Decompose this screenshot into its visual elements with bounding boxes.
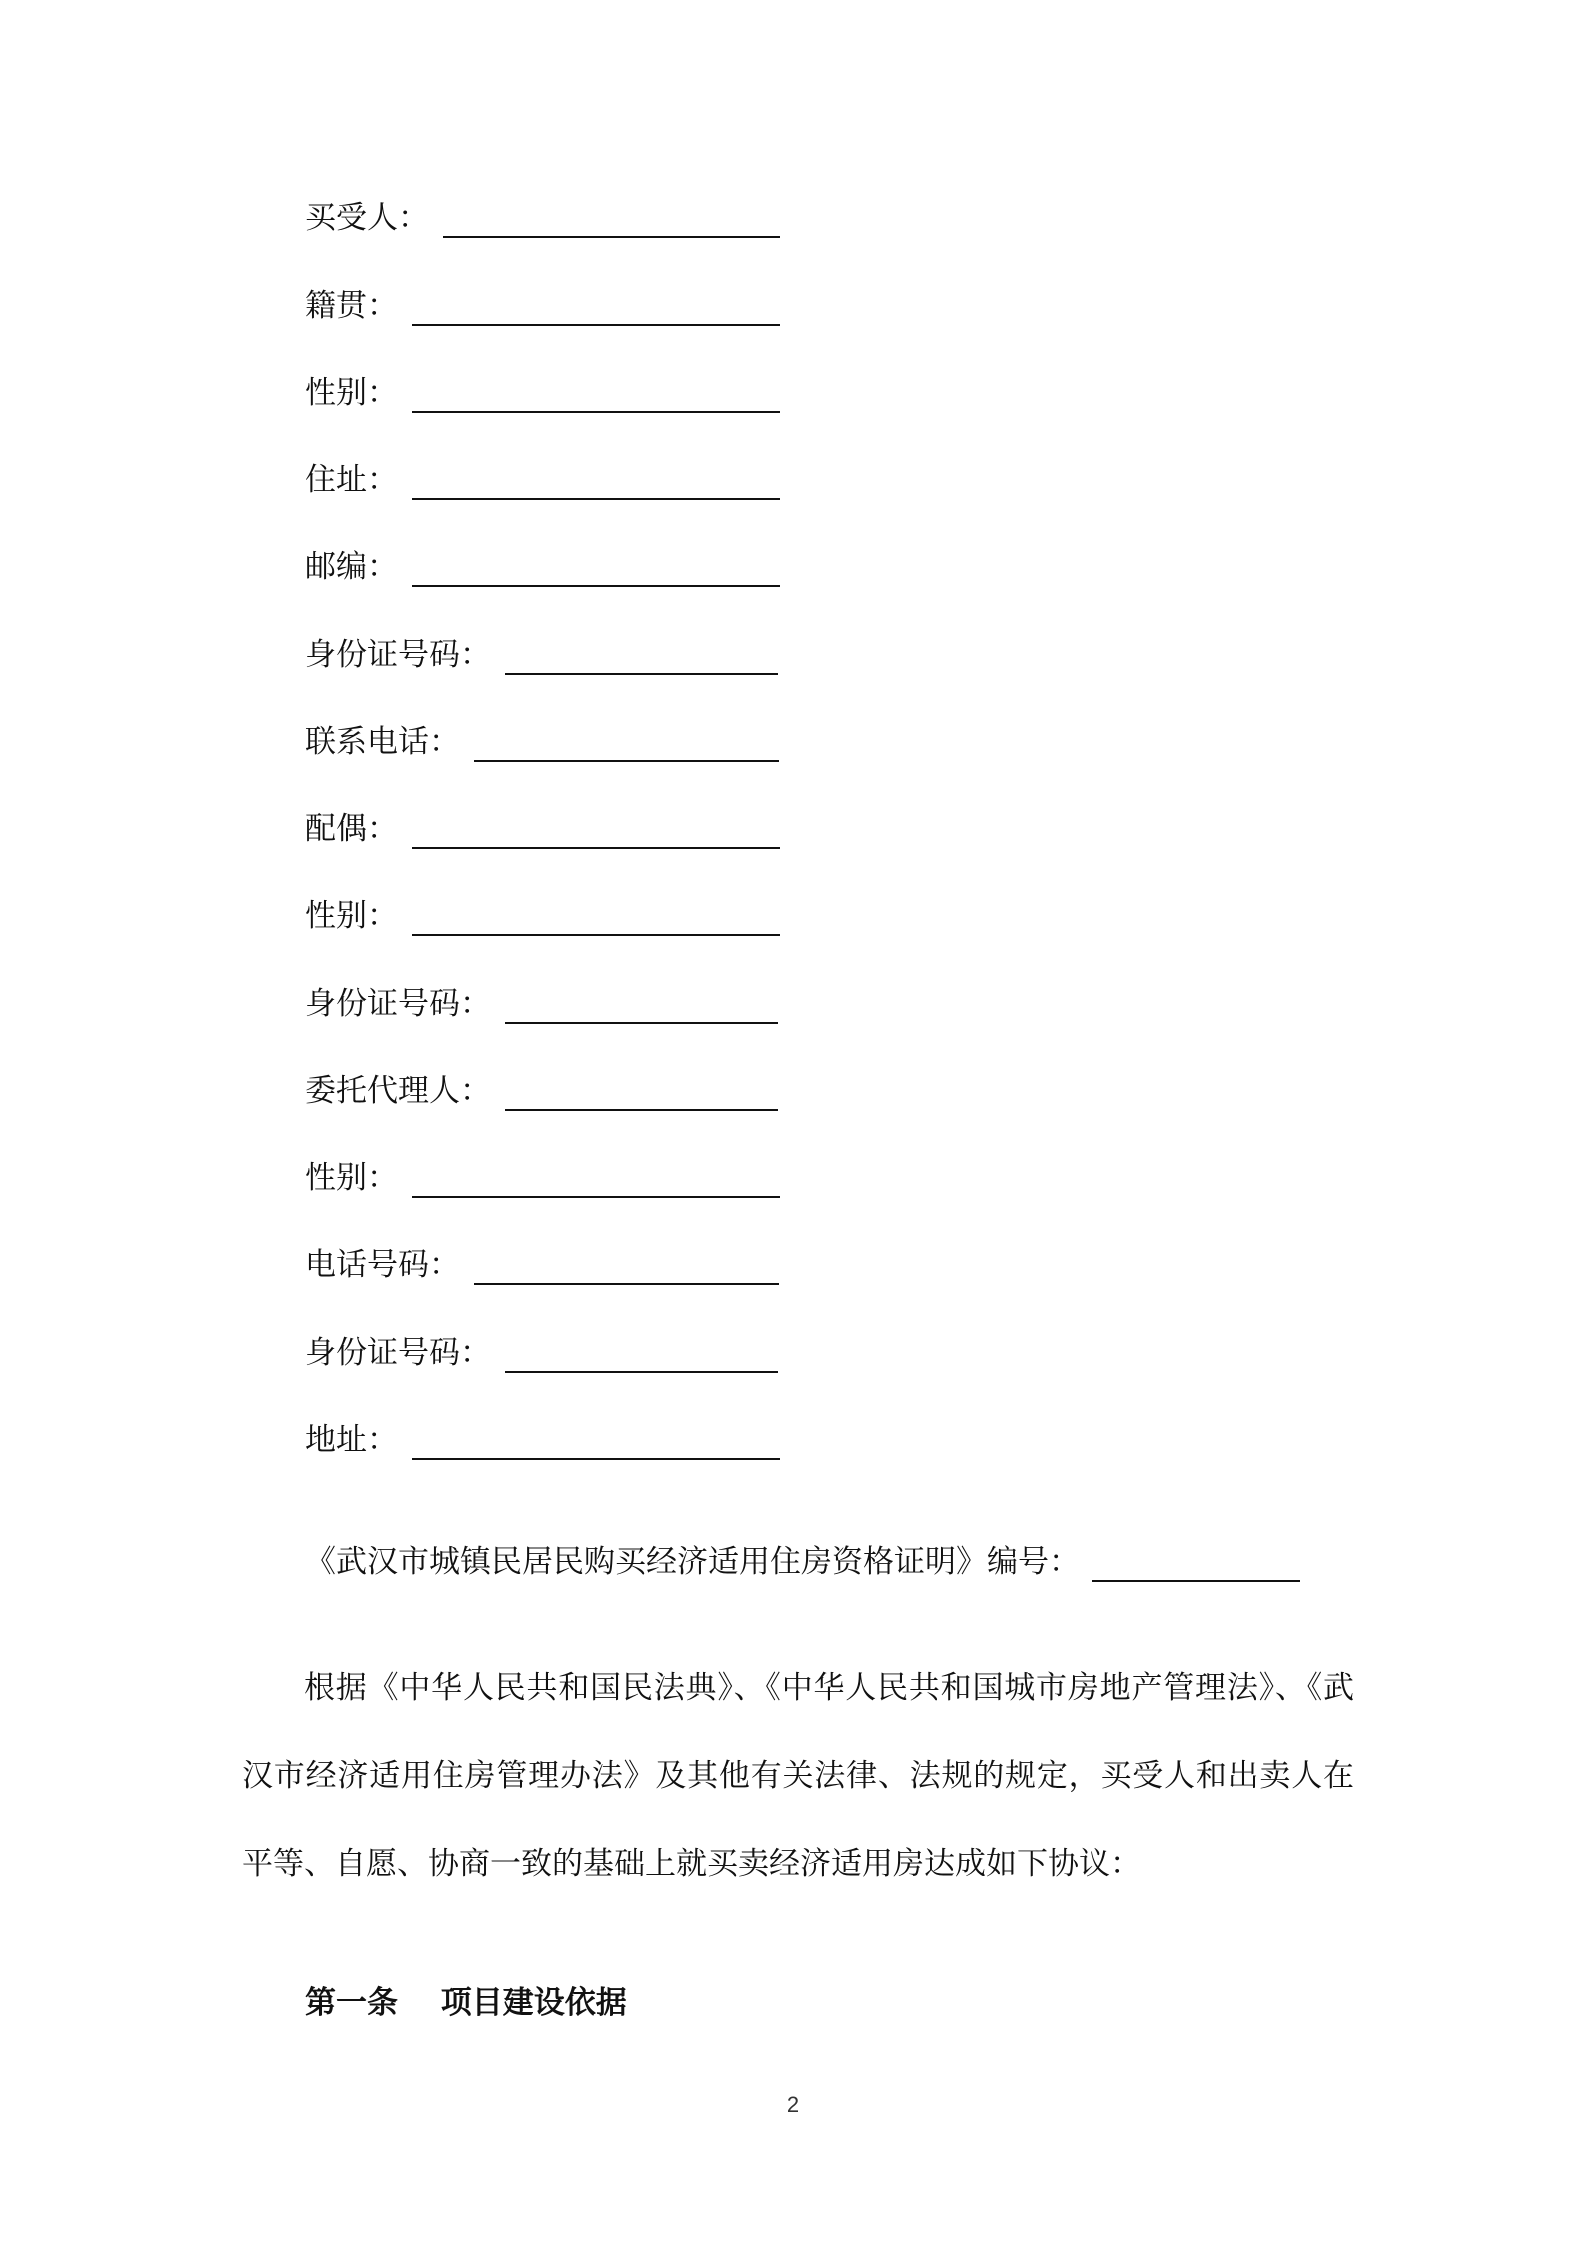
buyer-gender-field <box>305 369 780 413</box>
page-number: 2 <box>786 2092 800 2117</box>
contact-phone-label: 联系电话： <box>305 724 460 760</box>
buyer-gender-blank[interactable] <box>412 375 780 413</box>
certificate-number-field <box>305 1542 1300 1582</box>
buyer-id-field <box>305 631 778 675</box>
native-place-blank[interactable] <box>412 288 780 326</box>
article-heading <box>305 1977 627 2022</box>
certificate-number-label: 《武汉市城镇民居民购买经济适用住房资格证明》编号： <box>305 1544 1080 1580</box>
spouse-blank[interactable] <box>412 811 780 849</box>
agent-address-field <box>305 1416 780 1460</box>
postcode-label: 邮编： <box>305 549 398 585</box>
certificate-number-blank[interactable] <box>1092 1544 1300 1582</box>
agent-gender-blank[interactable] <box>412 1160 780 1198</box>
spouse-id-blank[interactable] <box>505 986 778 1024</box>
contact-phone-blank[interactable] <box>474 724 779 762</box>
buyer-name-blank[interactable] <box>443 200 780 238</box>
residence-blank[interactable] <box>412 462 780 500</box>
agent-field <box>305 1067 778 1111</box>
agent-phone-field <box>305 1241 779 1285</box>
buyer-id-blank[interactable] <box>505 637 778 675</box>
residence-field <box>305 456 780 500</box>
residence-label: 住址： <box>305 462 398 498</box>
agent-address-label: 地址： <box>305 1422 398 1458</box>
contact-phone-field <box>305 718 779 762</box>
agent-id-label: 身份证号码： <box>305 1335 491 1371</box>
buyer-gender-label: 性别： <box>305 375 398 411</box>
spouse-field <box>305 805 780 849</box>
spouse-gender-field <box>305 892 780 936</box>
native-place-field <box>305 282 780 326</box>
buyer-name-field <box>305 194 780 238</box>
legal-basis-paragraph: 根据《中华人民共和国民法典》、《中华人民共和国城市房地产管理法》、《武汉市经济适用住房管理办法》及其他有关法律、法规的规定，买受人和出卖人在平等、自愿、协商一致的基础上就买卖经济适用房达成如下协议： <box>242 1670 1354 1882</box>
agent-phone-label: 电话号码： <box>305 1247 460 1283</box>
postcode-field <box>305 543 780 587</box>
agent-gender-field <box>305 1154 780 1198</box>
postcode-blank[interactable] <box>412 549 780 587</box>
spouse-label: 配偶： <box>305 811 398 847</box>
agent-address-blank[interactable] <box>412 1422 780 1460</box>
agent-id-field <box>305 1329 778 1373</box>
agent-phone-blank[interactable] <box>474 1247 779 1285</box>
spouse-id-label: 身份证号码： <box>305 986 491 1022</box>
buyer-name-label: 买受人： <box>305 200 429 236</box>
spouse-id-field <box>305 980 778 1024</box>
spouse-gender-blank[interactable] <box>412 898 780 936</box>
article-title: 项目建设依据 <box>440 1985 627 2021</box>
agent-id-blank[interactable] <box>505 1335 778 1373</box>
native-place-label: 籍贯： <box>305 288 398 324</box>
agent-label: 委托代理人： <box>305 1073 491 1109</box>
agent-blank[interactable] <box>505 1073 778 1111</box>
article-number: 第一条 <box>305 1985 398 2021</box>
agent-gender-label: 性别： <box>305 1160 398 1196</box>
spouse-gender-label: 性别： <box>305 898 398 934</box>
buyer-id-label: 身份证号码： <box>305 637 491 673</box>
